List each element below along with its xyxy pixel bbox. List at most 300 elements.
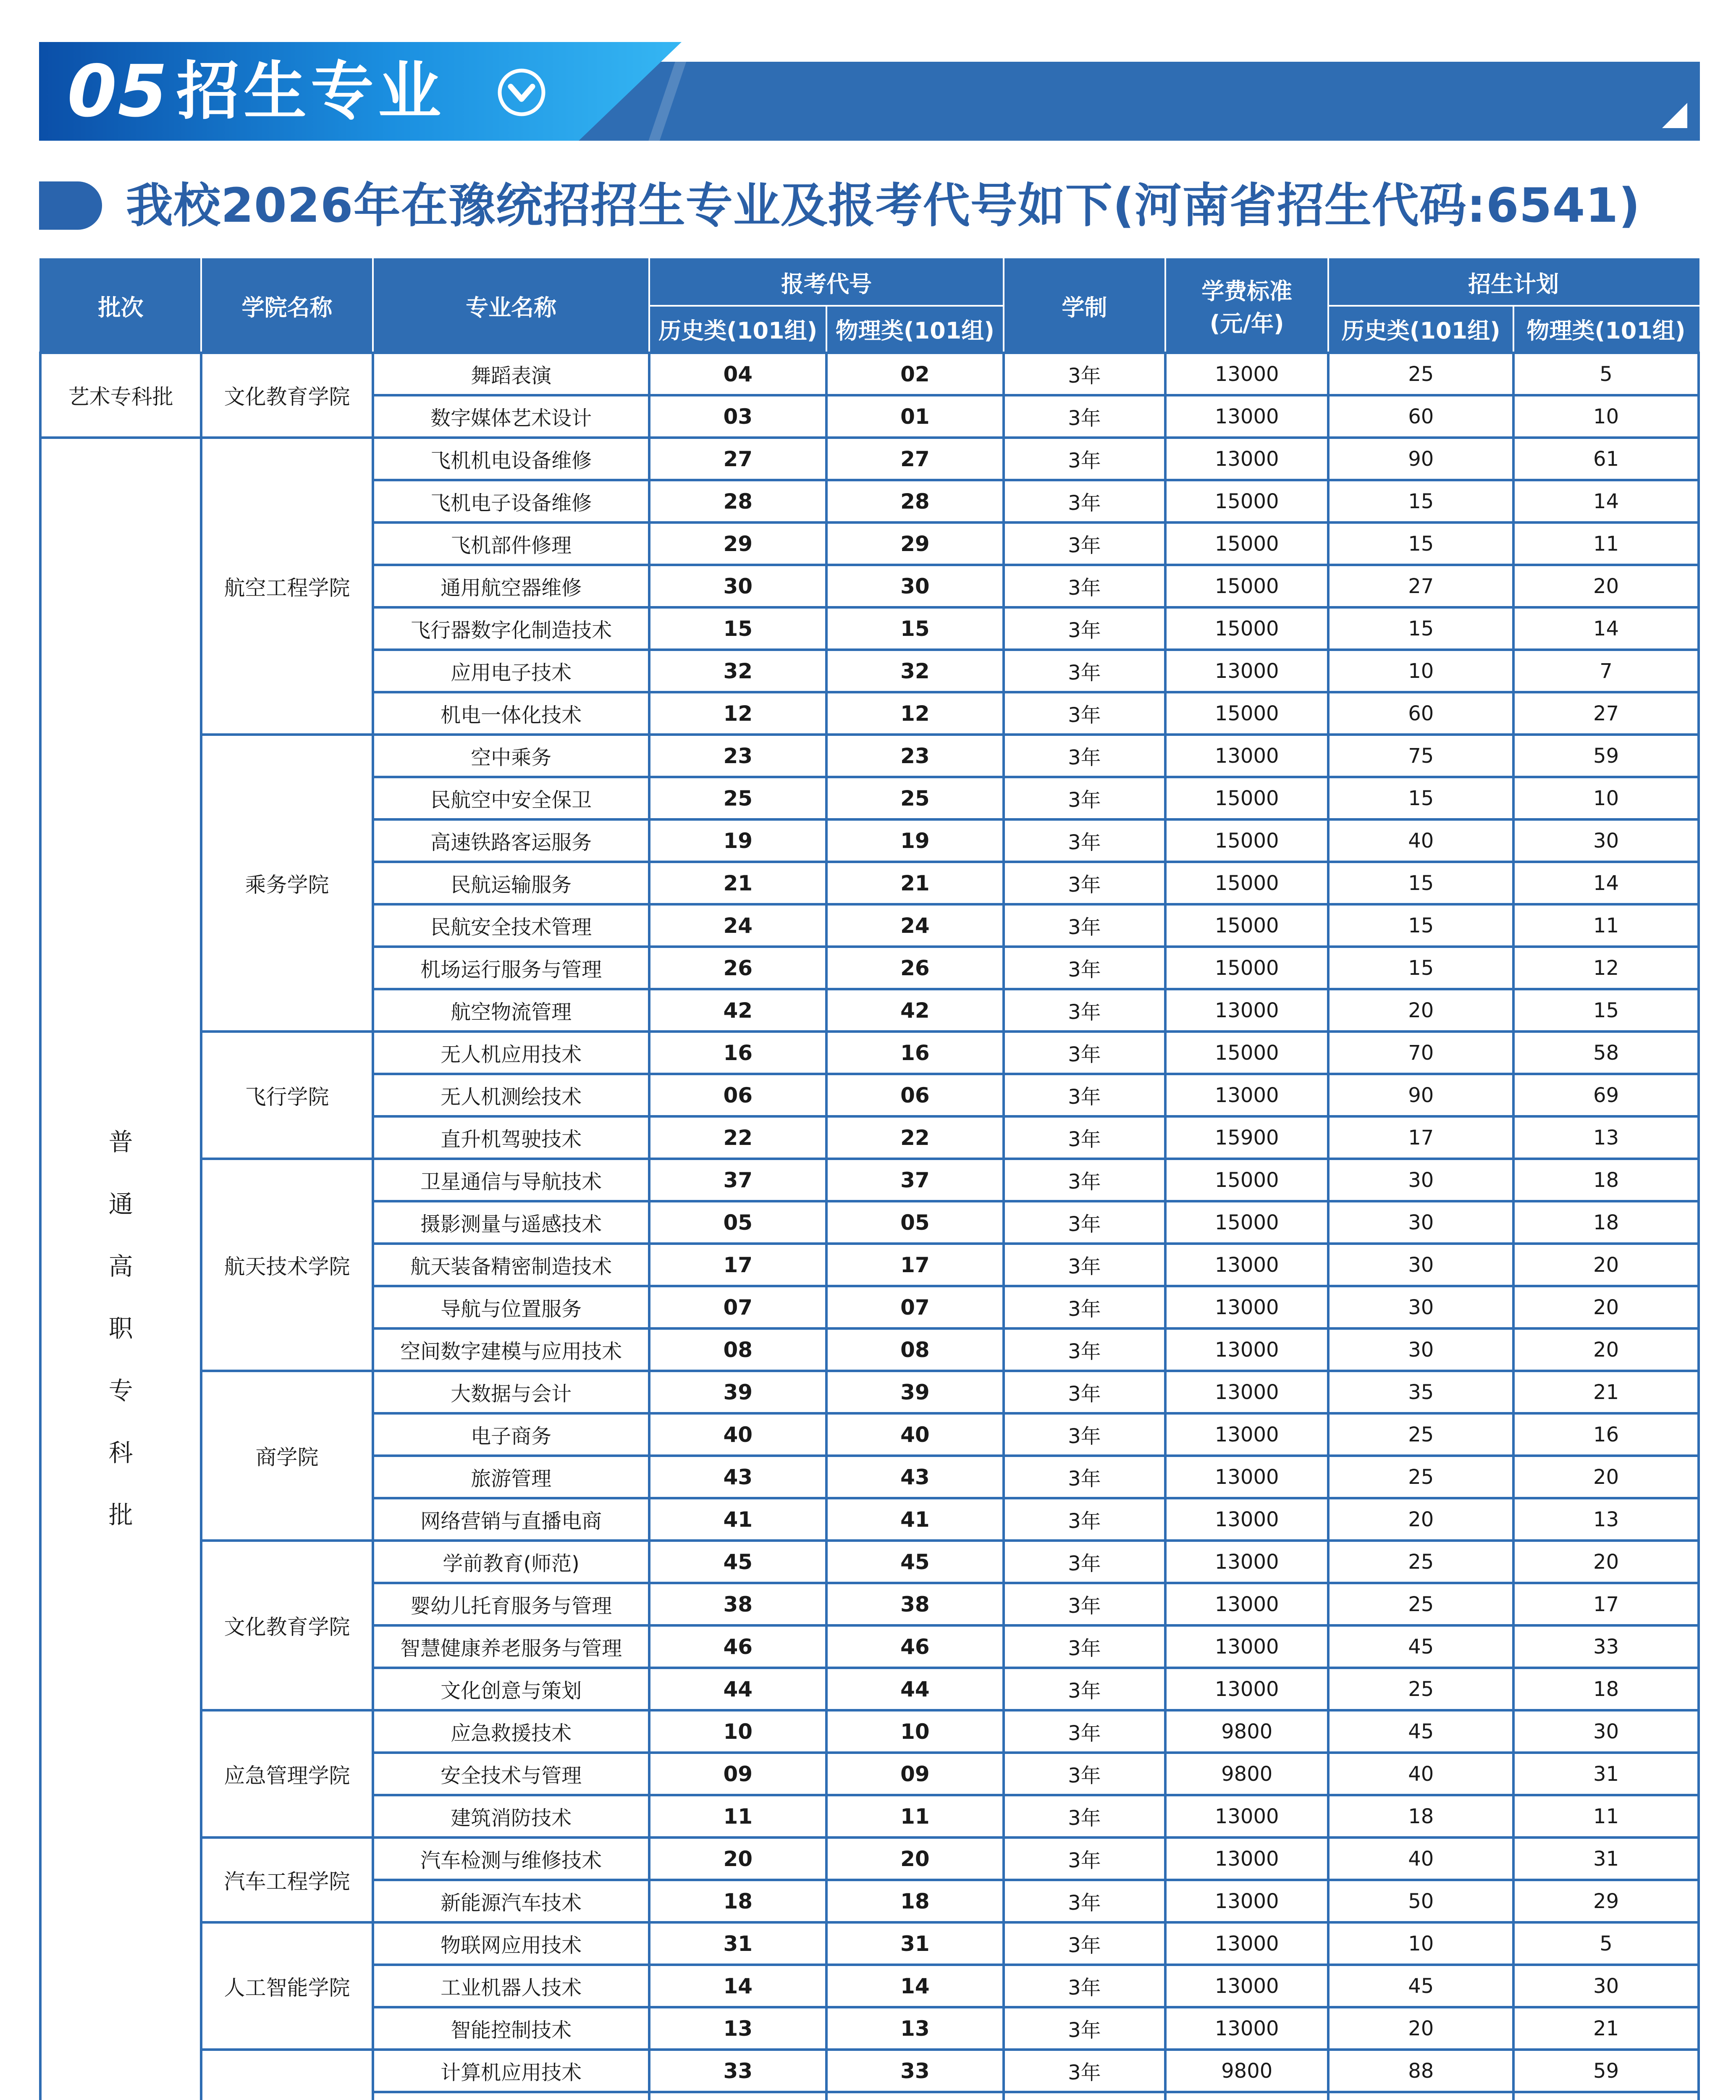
code-history-cell: 29	[649, 522, 826, 565]
major-name-cell: 大数据与会计	[373, 1371, 650, 1413]
duration-cell: 3年	[1004, 1328, 1165, 1371]
plan-history-cell: 20	[1328, 1498, 1513, 1541]
major-name-cell: 文化创意与策划	[373, 1668, 650, 1710]
plan-physics-cell: 31	[1513, 1753, 1699, 1795]
fee-cell: 13000	[1165, 1922, 1328, 1965]
code-physics-cell: 06	[826, 1074, 1004, 1116]
duration-cell: 3年	[1004, 777, 1165, 819]
code-history-cell: 20	[649, 1838, 826, 1880]
table-row	[40, 1159, 1699, 1201]
code-history-cell: 27	[649, 438, 826, 480]
plan-history-cell: 70	[1328, 1032, 1513, 1074]
code-physics-cell: 25	[826, 777, 1004, 819]
code-physics-cell: 13	[826, 2007, 1004, 2050]
major-name-cell: 工业机器人技术	[373, 1965, 650, 2007]
plan-physics-cell: 31	[1513, 1838, 1699, 1880]
code-physics-cell: 01	[826, 395, 1004, 438]
major-name-cell: 卫星通信与导航技术	[373, 1159, 650, 1201]
plan-history-cell: 30	[1328, 1159, 1513, 1201]
major-name-cell: 应用电子技术	[373, 650, 650, 692]
fee-cell: 15000	[1165, 947, 1328, 989]
code-history-cell: 17	[649, 1244, 826, 1286]
duration-cell: 3年	[1004, 1413, 1165, 1456]
code-history-cell: 24	[649, 904, 826, 947]
plan-history-cell: 90	[1328, 438, 1513, 480]
code-physics-cell: 10	[826, 1710, 1004, 1753]
plan-history-cell: 15	[1328, 480, 1513, 522]
header-code-history: 历史类(101组)	[649, 306, 826, 353]
college-cell	[201, 2050, 373, 2100]
duration-cell: 3年	[1004, 1498, 1165, 1541]
duration-cell: 3年	[1004, 1116, 1165, 1159]
major-name-cell: 机电一体化技术	[373, 692, 650, 735]
code-physics-cell: 23	[826, 735, 1004, 777]
major-name-cell: 汽车检测与维修技术	[373, 1838, 650, 1880]
chevron-down-circle-icon	[496, 67, 547, 118]
duration-cell: 3年	[1004, 1838, 1165, 1880]
plan-physics-cell: 20	[1513, 1456, 1699, 1498]
duration-cell: 3年	[1004, 650, 1165, 692]
code-history-cell: 30	[649, 565, 826, 607]
plan-physics-cell: 59	[1513, 2050, 1699, 2092]
fee-cell: 15000	[1165, 522, 1328, 565]
code-physics-cell: 11	[826, 1795, 1004, 1838]
fee-cell: 9800	[1165, 1710, 1328, 1753]
major-name-cell: 航空物流管理	[373, 989, 650, 1032]
plan-history-cell: 25	[1328, 1456, 1513, 1498]
table-row	[40, 438, 1699, 480]
code-physics-cell	[826, 2092, 1004, 2100]
duration-cell: 3年	[1004, 1244, 1165, 1286]
plan-physics-cell: 11	[1513, 522, 1699, 565]
section-number: 05	[67, 50, 168, 133]
fee-cell: 13000	[1165, 2007, 1328, 2050]
plan-history-cell: 25	[1328, 1541, 1513, 1583]
plan-history-cell: 40	[1328, 1838, 1513, 1880]
plan-physics-cell: 5	[1513, 353, 1699, 395]
plan-physics-cell: 7	[1513, 650, 1699, 692]
code-physics-cell: 37	[826, 1159, 1004, 1201]
fee-cell: 13000	[1165, 735, 1328, 777]
duration-cell: 3年	[1004, 735, 1165, 777]
plan-history-cell: 15	[1328, 607, 1513, 650]
duration-cell: 3年	[1004, 1371, 1165, 1413]
major-name-cell: 空间数字建模与应用技术	[373, 1328, 650, 1371]
major-name-cell: 飞行器数字化制造技术	[373, 607, 650, 650]
plan-history-cell: 25	[1328, 353, 1513, 395]
code-history-cell: 37	[649, 1159, 826, 1201]
fee-cell: 13000	[1165, 1795, 1328, 1838]
table-row	[40, 1541, 1699, 1583]
plan-history-cell: 40	[1328, 1753, 1513, 1795]
table-row	[40, 1032, 1699, 1074]
major-name-cell: 数字媒体艺术设计	[373, 395, 650, 438]
code-physics-cell: 24	[826, 904, 1004, 947]
fee-cell: 15000	[1165, 904, 1328, 947]
batch-label-vertical: 普 通 高 职 专 科 批	[108, 1128, 133, 1529]
college-cell: 文化教育学院	[201, 353, 373, 438]
code-history-cell: 16	[649, 1032, 826, 1074]
plan-physics-cell: 33	[1513, 1625, 1699, 1668]
major-name-cell: 飞机机电设备维修	[373, 438, 650, 480]
duration-cell: 3年	[1004, 1583, 1165, 1625]
fee-cell: 13000	[1165, 1965, 1328, 2007]
code-history-cell: 10	[649, 1710, 826, 1753]
plan-history-cell: 15	[1328, 947, 1513, 989]
fee-cell: 13000	[1165, 1838, 1328, 1880]
plan-history-cell: 60	[1328, 692, 1513, 735]
fee-cell: 13000	[1165, 1074, 1328, 1116]
fee-cell: 9800	[1165, 1753, 1328, 1795]
duration-cell: 3年	[1004, 480, 1165, 522]
fee-cell	[1165, 2092, 1328, 2100]
code-history-cell	[649, 2092, 826, 2100]
fee-cell: 13000	[1165, 1498, 1328, 1541]
plan-history-cell: 20	[1328, 989, 1513, 1032]
fee-cell: 13000	[1165, 353, 1328, 395]
code-physics-cell: 21	[826, 862, 1004, 904]
code-history-cell: 33	[649, 2050, 826, 2092]
code-history-cell: 43	[649, 1456, 826, 1498]
plan-history-cell: 15	[1328, 862, 1513, 904]
fee-cell: 15000	[1165, 1032, 1328, 1074]
college-cell: 航天技术学院	[201, 1159, 373, 1371]
code-physics-cell: 29	[826, 522, 1004, 565]
plan-physics-cell: 12	[1513, 947, 1699, 989]
header-plan-history: 历史类(101组)	[1328, 306, 1513, 353]
code-history-cell: 08	[649, 1328, 826, 1371]
code-physics-cell: 08	[826, 1328, 1004, 1371]
code-physics-cell: 22	[826, 1116, 1004, 1159]
header-code-physics: 物理类(101组)	[826, 306, 1004, 353]
plan-physics-cell: 21	[1513, 2007, 1699, 2050]
code-history-cell: 03	[649, 395, 826, 438]
major-name-cell: 应急救援技术	[373, 1710, 650, 1753]
plan-history-cell: 45	[1328, 1965, 1513, 2007]
code-history-cell: 11	[649, 1795, 826, 1838]
plan-physics-cell: 30	[1513, 1710, 1699, 1753]
plan-physics-cell: 27	[1513, 692, 1699, 735]
duration-cell: 3年	[1004, 904, 1165, 947]
duration-cell: 3年	[1004, 692, 1165, 735]
fee-cell: 13000	[1165, 1541, 1328, 1583]
plan-history-cell: 25	[1328, 1583, 1513, 1625]
code-history-cell: 45	[649, 1541, 826, 1583]
duration-cell	[1004, 2092, 1165, 2100]
header-fee-line1: 学费标准	[1201, 278, 1293, 304]
code-history-cell: 39	[649, 1371, 826, 1413]
duration-cell: 3年	[1004, 1668, 1165, 1710]
major-name-cell: 物联网应用技术	[373, 1922, 650, 1965]
fee-cell: 15000	[1165, 862, 1328, 904]
code-history-cell: 15	[649, 607, 826, 650]
header-plan-physics: 物理类(101组)	[1513, 306, 1699, 353]
duration-cell: 3年	[1004, 1922, 1165, 1965]
plan-history-cell: 40	[1328, 819, 1513, 862]
plan-physics-cell: 30	[1513, 819, 1699, 862]
plan-physics-cell: 20	[1513, 1328, 1699, 1371]
college-cell: 乘务学院	[201, 735, 373, 1032]
code-history-cell: 22	[649, 1116, 826, 1159]
duration-cell: 3年	[1004, 2007, 1165, 2050]
fee-cell: 15000	[1165, 607, 1328, 650]
code-physics-cell: 16	[826, 1032, 1004, 1074]
major-name-cell: 直升机驾驶技术	[373, 1116, 650, 1159]
plan-history-cell: 15	[1328, 777, 1513, 819]
major-name-cell: 旅游管理	[373, 1456, 650, 1498]
duration-cell: 3年	[1004, 1456, 1165, 1498]
header-fee	[1165, 259, 1328, 353]
page-subtitle: 我校2026年在豫统招招生专业及报考代号如下(河南省招生代码:6541)	[126, 178, 1641, 233]
plan-history-cell: 50	[1328, 1880, 1513, 1922]
plan-physics-cell: 15	[1513, 989, 1699, 1032]
major-name-cell: 导航与位置服务	[373, 1286, 650, 1328]
header-major: 专业名称	[373, 259, 650, 353]
fee-cell: 13000	[1165, 1244, 1328, 1286]
plan-history-cell	[1328, 2092, 1513, 2100]
code-physics-cell: 31	[826, 1922, 1004, 1965]
code-physics-cell: 02	[826, 353, 1004, 395]
code-history-cell: 21	[649, 862, 826, 904]
code-history-cell: 12	[649, 692, 826, 735]
plan-physics-cell: 20	[1513, 565, 1699, 607]
major-name-cell: 民航运输服务	[373, 862, 650, 904]
code-history-cell: 07	[649, 1286, 826, 1328]
plan-physics-cell: 59	[1513, 735, 1699, 777]
code-physics-cell: 20	[826, 1838, 1004, 1880]
batch-cell: 艺术专科批	[40, 353, 201, 438]
fee-cell: 13000	[1165, 1583, 1328, 1625]
code-physics-cell: 07	[826, 1286, 1004, 1328]
code-physics-cell: 44	[826, 1668, 1004, 1710]
table-row	[40, 1838, 1699, 1880]
plan-history-cell: 10	[1328, 1922, 1513, 1965]
code-physics-cell: 39	[826, 1371, 1004, 1413]
plan-physics-cell: 11	[1513, 1795, 1699, 1838]
duration-cell: 3年	[1004, 1541, 1165, 1583]
plan-history-cell: 75	[1328, 735, 1513, 777]
table-header	[40, 259, 1699, 353]
duration-cell: 3年	[1004, 1074, 1165, 1116]
code-history-cell: 23	[649, 735, 826, 777]
code-history-cell: 13	[649, 2007, 826, 2050]
college-cell: 人工智能学院	[201, 1922, 373, 2050]
code-physics-cell: 14	[826, 1965, 1004, 2007]
duration-cell: 3年	[1004, 395, 1165, 438]
code-history-cell: 42	[649, 989, 826, 1032]
fee-cell: 13000	[1165, 1328, 1328, 1371]
duration-cell: 3年	[1004, 989, 1165, 1032]
batch-cell	[40, 438, 201, 2100]
fee-cell: 15900	[1165, 1116, 1328, 1159]
code-physics-cell: 40	[826, 1413, 1004, 1456]
plan-physics-cell: 61	[1513, 438, 1699, 480]
code-history-cell: 26	[649, 947, 826, 989]
code-history-cell: 25	[649, 777, 826, 819]
code-physics-cell: 38	[826, 1583, 1004, 1625]
code-history-cell: 28	[649, 480, 826, 522]
code-physics-cell: 43	[826, 1456, 1004, 1498]
fee-cell: 15000	[1165, 819, 1328, 862]
plan-history-cell: 25	[1328, 1413, 1513, 1456]
code-physics-cell: 17	[826, 1244, 1004, 1286]
major-name-cell: 摄影测量与遥感技术	[373, 1201, 650, 1244]
college-cell: 汽车工程学院	[201, 1838, 373, 1922]
duration-cell: 3年	[1004, 1201, 1165, 1244]
plan-history-cell: 15	[1328, 904, 1513, 947]
code-history-cell: 05	[649, 1201, 826, 1244]
plan-physics-cell: 5	[1513, 1922, 1699, 1965]
plan-physics-cell: 21	[1513, 1371, 1699, 1413]
major-name-cell: 民航安全技术管理	[373, 904, 650, 947]
duration-cell: 3年	[1004, 1753, 1165, 1795]
table-row	[40, 353, 1699, 395]
plan-history-cell: 20	[1328, 2007, 1513, 2050]
code-physics-cell: 33	[826, 2050, 1004, 2092]
table-row	[40, 735, 1699, 777]
college-cell: 商学院	[201, 1371, 373, 1541]
header-batch: 批次	[40, 259, 201, 353]
major-name-cell: 建筑消防技术	[373, 1795, 650, 1838]
fee-cell: 15000	[1165, 692, 1328, 735]
header-college: 学院名称	[201, 259, 373, 353]
fee-cell: 13000	[1165, 650, 1328, 692]
code-history-cell: 18	[649, 1880, 826, 1922]
code-physics-cell: 05	[826, 1201, 1004, 1244]
code-history-cell: 19	[649, 819, 826, 862]
header-fee-line2: (元/年)	[1209, 310, 1284, 337]
plan-history-cell: 30	[1328, 1286, 1513, 1328]
plan-physics-cell: 29	[1513, 1880, 1699, 1922]
major-name-cell: 通用航空器维修	[373, 565, 650, 607]
college-cell: 飞行学院	[201, 1032, 373, 1159]
fee-cell: 13000	[1165, 1371, 1328, 1413]
duration-cell: 3年	[1004, 1795, 1165, 1838]
fee-cell: 13000	[1165, 1413, 1328, 1456]
fee-cell: 13000	[1165, 1286, 1328, 1328]
duration-cell: 3年	[1004, 607, 1165, 650]
plan-physics-cell: 10	[1513, 777, 1699, 819]
fee-cell: 15000	[1165, 1159, 1328, 1201]
plan-history-cell: 90	[1328, 1074, 1513, 1116]
plan-history-cell: 25	[1328, 1668, 1513, 1710]
code-history-cell: 46	[649, 1625, 826, 1668]
code-physics-cell: 41	[826, 1498, 1004, 1541]
plan-physics-cell: 30	[1513, 1965, 1699, 2007]
major-name-cell: 无人机应用技术	[373, 1032, 650, 1074]
major-name-cell: 新能源汽车技术	[373, 1880, 650, 1922]
code-physics-cell: 28	[826, 480, 1004, 522]
code-history-cell: 40	[649, 1413, 826, 1456]
plan-physics-cell	[1513, 2092, 1699, 2100]
plan-history-cell: 18	[1328, 1795, 1513, 1838]
plan-history-cell: 45	[1328, 1710, 1513, 1753]
duration-cell: 3年	[1004, 2050, 1165, 2092]
major-name-cell	[373, 2092, 650, 2100]
plan-physics-cell: 18	[1513, 1201, 1699, 1244]
major-name-cell: 舞蹈表演	[373, 353, 650, 395]
plan-history-cell: 15	[1328, 522, 1513, 565]
major-name-cell: 无人机测绘技术	[373, 1074, 650, 1116]
plan-history-cell: 35	[1328, 1371, 1513, 1413]
code-physics-cell: 19	[826, 819, 1004, 862]
code-history-cell: 38	[649, 1583, 826, 1625]
duration-cell: 3年	[1004, 1710, 1165, 1753]
subtitle-marker	[39, 181, 102, 230]
code-physics-cell: 42	[826, 989, 1004, 1032]
plan-physics-cell: 14	[1513, 607, 1699, 650]
plan-physics-cell: 58	[1513, 1032, 1699, 1074]
fee-cell: 13000	[1165, 395, 1328, 438]
code-physics-cell: 46	[826, 1625, 1004, 1668]
plan-physics-cell: 14	[1513, 862, 1699, 904]
code-physics-cell: 15	[826, 607, 1004, 650]
fee-cell: 13000	[1165, 1456, 1328, 1498]
table-row	[40, 2050, 1699, 2092]
duration-cell: 3年	[1004, 1880, 1165, 1922]
fee-cell: 15000	[1165, 777, 1328, 819]
plan-history-cell: 30	[1328, 1328, 1513, 1371]
code-physics-cell: 32	[826, 650, 1004, 692]
major-name-cell: 婴幼儿托育服务与管理	[373, 1583, 650, 1625]
major-name-cell: 电子商务	[373, 1413, 650, 1456]
major-name-cell: 空中乘务	[373, 735, 650, 777]
college-cell: 文化教育学院	[201, 1541, 373, 1710]
header-code-group: 报考代号	[649, 259, 1003, 306]
duration-cell: 3年	[1004, 522, 1165, 565]
table-row	[40, 1371, 1699, 1413]
code-history-cell: 04	[649, 353, 826, 395]
fee-cell: 9800	[1165, 2050, 1328, 2092]
duration-cell: 3年	[1004, 353, 1165, 395]
fee-cell: 15000	[1165, 480, 1328, 522]
fee-cell: 13000	[1165, 989, 1328, 1032]
major-name-cell: 安全技术与管理	[373, 1753, 650, 1795]
college-cell: 航空工程学院	[201, 438, 373, 735]
plan-physics-cell: 69	[1513, 1074, 1699, 1116]
code-history-cell: 31	[649, 1922, 826, 1965]
major-name-cell: 学前教育(师范)	[373, 1541, 650, 1583]
plan-history-cell: 10	[1328, 650, 1513, 692]
plan-physics-cell: 20	[1513, 1541, 1699, 1583]
major-name-cell: 机场运行服务与管理	[373, 947, 650, 989]
major-name-cell: 智慧健康养老服务与管理	[373, 1625, 650, 1668]
plan-history-cell: 27	[1328, 565, 1513, 607]
plan-history-cell: 30	[1328, 1244, 1513, 1286]
code-physics-cell: 09	[826, 1753, 1004, 1795]
duration-cell: 3年	[1004, 819, 1165, 862]
table-body	[40, 353, 1699, 2100]
major-name-cell: 航天装备精密制造技术	[373, 1244, 650, 1286]
code-history-cell: 32	[649, 650, 826, 692]
plan-physics-cell: 20	[1513, 1286, 1699, 1328]
plan-physics-cell: 11	[1513, 904, 1699, 947]
code-history-cell: 44	[649, 1668, 826, 1710]
table-row	[40, 1710, 1699, 1753]
code-physics-cell: 30	[826, 565, 1004, 607]
plan-physics-cell: 10	[1513, 395, 1699, 438]
duration-cell: 3年	[1004, 565, 1165, 607]
section-title: 招生专业	[176, 55, 446, 128]
plan-history-cell: 60	[1328, 395, 1513, 438]
fee-cell: 13000	[1165, 438, 1328, 480]
duration-cell: 3年	[1004, 862, 1165, 904]
code-history-cell: 09	[649, 1753, 826, 1795]
fee-cell: 15000	[1165, 565, 1328, 607]
college-cell: 应急管理学院	[201, 1710, 373, 1838]
plan-history-cell: 17	[1328, 1116, 1513, 1159]
code-physics-cell: 27	[826, 438, 1004, 480]
